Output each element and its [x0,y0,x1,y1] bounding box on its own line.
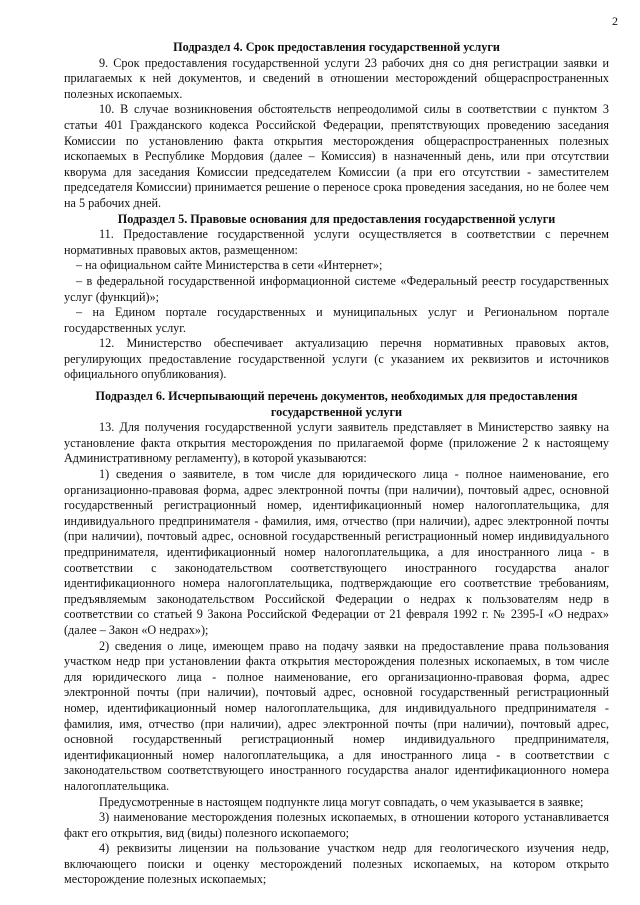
page-number: 2 [612,14,618,28]
paragraph: 9. Срок предоставления государственной услуги 23 рабочих дня со дня регистрации заявки и прилагаемых к ней документов, и сведений в отношении месторождений общераспространенных полезных ископаемых. [64,55,609,101]
section-heading: Подраздел 5. Правовые основания для предоставления государственной услуги [117,211,556,226]
section-heading: Подраздел 6. Исчерпывающий перечень документов, необходимых для предоставления государственной услуги [95,389,578,419]
paragraph: 4) реквизиты лицензии на пользование участком недр для геологического изучения недр, включающего поиски и оценку месторождений полезных ископаемых, на котором открыто месторождение полезных ископаемых; [64,841,609,887]
section-heading: Подраздел 4. Срок предоставления государственной услуги [173,40,500,54]
paragraph: 11. Предоставление государственной услуги осуществляется в соответствии с перечнем нормативных правовых актов, размещенном: [64,227,609,257]
list-item: – в федеральной государственной информационной системе «Федеральный реестр государственных услуг (функций)»; [64,273,609,304]
paragraph: 10. В случае возникновения обстоятельств непреодолимой силы в соответствии с пунктом 3 статьи 401 Гражданского кодекса Российской Федерации, препятствующих проведению заседания Комиссии по установлению факта открытия месторождения общераспространенных полезных ископаемых в Республике Мордовия (далее – Комиссия) в назначенный день, или при отсутствии кворума для заседания Комиссии председателем Комиссии (а при его отсутствии - заместителем председателя Комиссии) принимается решение о переносе срока проведения заседания, но не более чем на 5 рабочих дней. [64,102,609,210]
list-item: – на Едином портале государственных и муниципальных услуг и Региональном портале государственных услуг. [64,305,609,335]
paragraph: 12. Министерство обеспечивает актуализацию перечня нормативных правовых актов, регулирующих предоставление государственной услуги (с указанием их реквизитов и источников официального опубликования). [64,336,609,382]
document-body [64,40,609,888]
paragraph: 1) сведения о заявителе, в том числе для юридического лица - полное наименование, его организационно-правовая форма, адрес электронной почты (при наличии), почтовый адрес, основной государственный регистрационный номер, идентификационный номер налогоплательщика, для индивидуального предпринимателя - фамилия, имя, отчество (при наличии), адрес электронной почты (при наличии), почтовый адрес, основной государственный регистрационный номер индивидуального предпринимателя, идентификационный номер налогоплательщика, а для иностранного лица - в соответствии с законодательством соответствующего иностранного государства аналог идентификационного номера налогоплательщика, подтверждающие его соответствие требованиям, предъявляемым законодательством Российской Федерации о недрах к пользователям недр в соответствии со статьей 9 Закона Российской Федерации от 21 февраля 1992 г. № 2395-I «О недрах» (далее – Закон «О недрах»); [64,467,609,637]
paragraph: 2) сведения о лице, имеющем право на подачу заявки на предоставление права пользования участком недр при установлении факта открытия месторождения полезных ископаемых, в том числе для юридического лица - полное наименование, его организационно-правовая форма, адрес электронной почты (при наличии), почтовый адрес, основной государственный регистрационный номер, идентификационный номер налогоплательщика, для индивидуального предпринимателя - фамилия, имя, отчество (при наличии), адрес электронной почты (при наличии), почтовый адрес, основной государственный регистрационный номер индивидуального предпринимателя, идентификационный номер налогоплательщика, а для иностранного лица - в соответствии с законодательством соответствующего иностранного государства аналог идентификационного номера налогоплательщика. [64,638,609,793]
paragraph: 3) наименование месторождения полезных ископаемых, в отношении которого устанавливается факт его открытия, вид (виды) полезного ископаемого; [64,810,609,840]
paragraph: 13. Для получения государственной услуги заявитель представляет в Министерство заявку на установление факта открытия месторождения по прилагаемой форме (приложение 2 к настоящему Административному регламенту), в которой указываются: [64,420,609,466]
list-item: – на официальном сайте Министерства в сети «Интернет»; [76,258,383,273]
paragraph: Предусмотренные в настоящем подпункте лица могут совпадать, о чем указывается в заявке; [99,794,584,809]
